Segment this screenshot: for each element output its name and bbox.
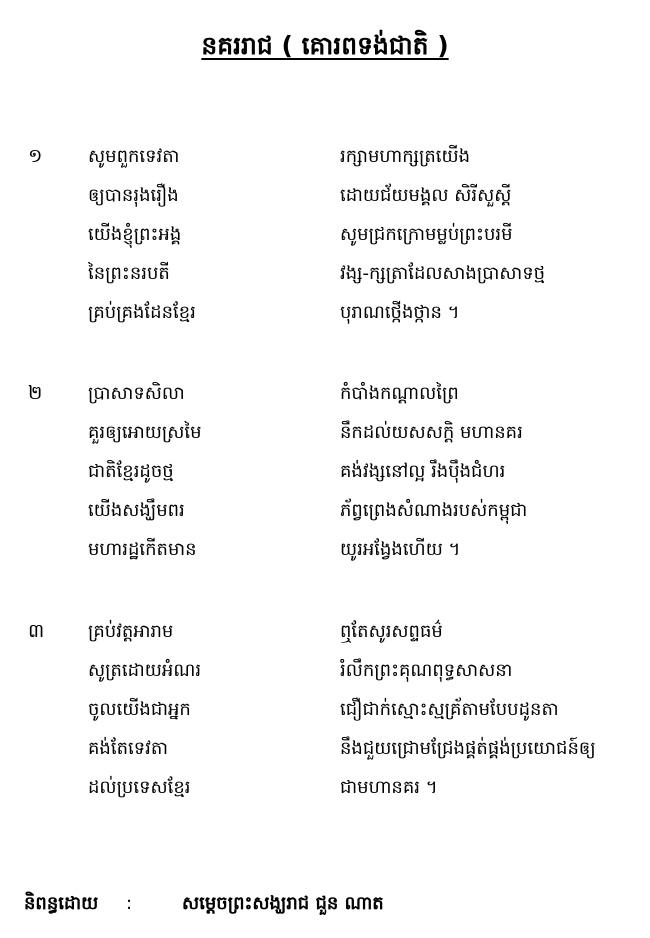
- verse-line: [0, 254, 650, 293]
- author-colon: :: [126, 893, 133, 914]
- verse-left: ជាតិខ្មែរដូចថ្ម: [88, 461, 174, 482]
- anthem-title-text: នគររាជ ( គោរពទង់ជាតិ ): [201, 31, 449, 60]
- verse-right: ជឿជាក់ស្មោះស្មគ្រ័តាមបែបដូនតា: [340, 699, 559, 720]
- verse-right: ដោយជ័យមង្គល សិរីសួស្តី: [340, 185, 512, 206]
- verse-right: កំបាំងកណ្តាលព្រៃ: [340, 383, 459, 404]
- stanza-number: ២: [28, 382, 43, 404]
- verse-left: មហារដ្ឋកើតមាន: [88, 539, 197, 560]
- stanza-1: [0, 137, 650, 332]
- author-label: និពន្ធដោយ: [24, 893, 99, 914]
- verse-left: គង់តែទេវតា: [88, 738, 168, 759]
- verse-left: ដល់ប្រទេសខ្មែរ: [88, 777, 191, 798]
- verse-line: [0, 137, 650, 176]
- verse-right: បុរាណថ្កើងថ្កាន ។: [340, 302, 460, 323]
- verse-left: សូត្រដោយអំណរ: [88, 660, 202, 681]
- verse-line: [0, 729, 650, 768]
- verse-line: [0, 374, 650, 413]
- verse-right: រក្សាមហាក្សត្រយើង: [340, 146, 471, 167]
- verse-right: យូរអង្វែងហើយ ។: [340, 539, 461, 560]
- verse-left: សូមពួកទេវតា: [88, 146, 180, 167]
- verse-right: ឮតែសូរសព្ទធម៌: [340, 621, 443, 642]
- verse-left: គ្រប់វត្តអារាម: [88, 621, 174, 642]
- stanza-3: [0, 612, 650, 807]
- verse-left: ប្រាសាទសិលា: [88, 383, 185, 404]
- author-credit: [0, 884, 650, 924]
- verse-right: ភ័ព្វព្រេងសំណាងរបស់កម្ពុជា: [340, 500, 528, 521]
- stanza-number: ១: [28, 145, 43, 167]
- verse-left: គ្រប់គ្រងដែនខ្មែរ: [88, 302, 196, 323]
- verse-line: [0, 452, 650, 491]
- verse-left: ចូលយើងជាអ្នក: [88, 699, 191, 720]
- verse-line: [0, 768, 650, 807]
- verse-right: គង់វង្សនៅល្អ រឹងប៉ឹងជំហរ: [340, 461, 506, 482]
- verse-line: [0, 491, 650, 530]
- verse-line: [0, 215, 650, 254]
- verse-line: [0, 612, 650, 651]
- anthem-title: [0, 26, 650, 66]
- verse-right: សូមជ្រកក្រោមម្លប់ព្រះបរមី: [340, 224, 513, 245]
- verse-line: [0, 413, 650, 452]
- verse-right: ជាមហានគរ ។: [340, 777, 438, 798]
- author-name: សម្តេចព្រះសង្ឃរាជ ជួន ណាត: [182, 893, 384, 914]
- stanza-number: ៣: [28, 620, 45, 642]
- verse-line: [0, 293, 650, 332]
- verse-line: [0, 176, 650, 215]
- verse-line: [0, 690, 650, 729]
- verse-right: វង្ស-ក្សត្រាដែលសាងប្រាសាទថ្ម: [340, 263, 546, 284]
- verse-line: [0, 530, 650, 569]
- verse-left: យើងខ្ញុំព្រះអង្គ: [88, 224, 182, 245]
- verse-right: រំលឹកព្រះគុណពុទ្ធសាសនា: [340, 660, 513, 681]
- verse-left: នៃព្រះនរបតី: [88, 263, 170, 284]
- verse-line: [0, 651, 650, 690]
- verse-left: យើងសង្ឃឹមពរ: [88, 500, 185, 521]
- verse-left: គួរឲ្យអោយស្រមៃ: [88, 422, 202, 443]
- verse-left: ឲ្យបានរុងរឿង: [88, 185, 179, 206]
- verse-right: នឹងជួយជ្រោមជ្រែងផ្គត់ផ្គង់ប្រយោជន៍ឲ្យ: [340, 738, 596, 759]
- stanza-2: [0, 374, 650, 569]
- verse-right: នឹកដល់យសសក្តិ មហានគរ: [340, 422, 523, 443]
